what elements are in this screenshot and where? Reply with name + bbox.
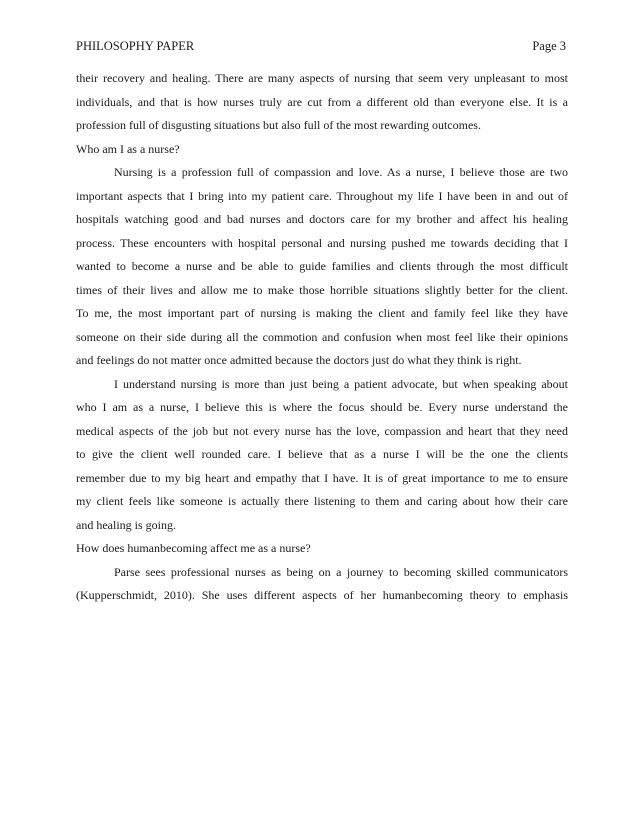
text-line: important aspects that I bring into my patient care. Throughout my life I have been in and out of [76, 188, 568, 203]
running-title: PHILOSOPHY PAPER [76, 38, 195, 53]
text-line: profession full of disgusting situations but also full of the most rewarding outcomes. [76, 118, 481, 132]
text-line: to give the client well rounded care. I believe that as a nurse I will be the one the clients [76, 447, 568, 461]
text-line: Nursing is a profession full of compassion and love. As a nurse, I believe those are two [114, 165, 568, 179]
text-line: How does humanbecoming affect me as a nurse? [76, 541, 311, 555]
text-line: who I am as a nurse, I believe this is where the focus should be. Every nurse understand the [76, 400, 568, 414]
text-line: Who am I as a nurse? [76, 141, 180, 156]
text-line: To me, the most important part of nursing is making the client and family feel like they have [76, 306, 568, 320]
text-line: wanted to become a nurse and be able to guide families and clients through the most difficult [76, 259, 568, 273]
text-line: hospitals watching good and bad nurses and doctors care for my brother and affect his healing [76, 212, 568, 226]
text-line: their recovery and healing. There are many aspects of nursing that seem very unpleasant to most [76, 71, 568, 85]
text-line: (Kupperschmidt, 2010). She uses different aspects of her humanbecoming theory to emphasis [76, 588, 568, 602]
page-number: Page 3 [532, 38, 566, 53]
text-line: and healing is going. [76, 517, 176, 532]
text-line: remember due to my big heart and empathy that I have. It is of great importance to me to ensure [76, 470, 568, 485]
text-line: someone on their side during all the commotion and confusion when most feel like their opinions [76, 329, 568, 344]
text-line: times of their lives and allow me to make those horrible situations slightly better for the client. [76, 282, 568, 297]
text-line: process. These encounters with hospital personal and nursing pushed me towards deciding that I [76, 235, 568, 250]
text-line: my client feels like someone is actually there listening to them and caring about how their care [76, 494, 568, 508]
text-line: and feelings do not matter once admitted because the doctors just do what they think is right. [76, 353, 522, 367]
text-line: I understand nursing is more than just being a patient advocate, but when speaking about [114, 376, 568, 391]
text-line: Parse sees professional nurses as being on a journey to becoming skilled communicators [114, 564, 568, 579]
page-header [76, 36, 566, 56]
text-line: individuals, and that is how nurses truly are cut from a different old than everyone else. It is a [76, 94, 568, 109]
body-text [76, 67, 568, 608]
text-line: medical aspects of the job but not every nurse has the love, compassion and heart that they need [76, 423, 568, 438]
